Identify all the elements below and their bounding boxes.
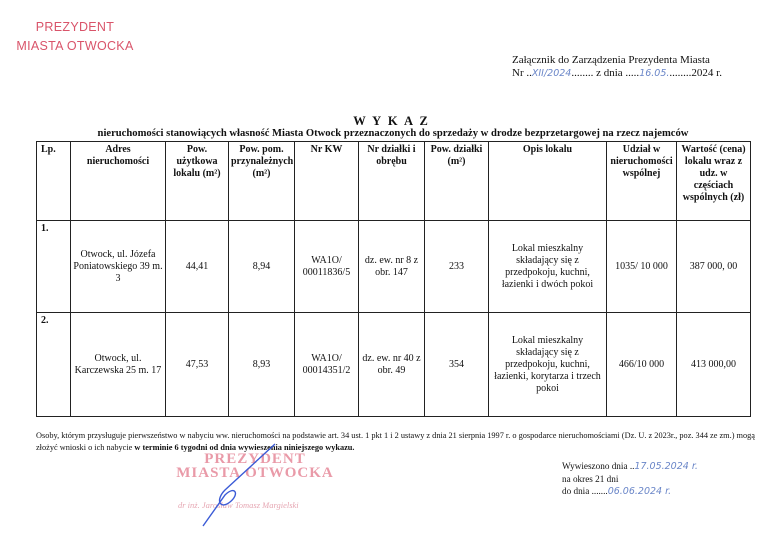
table-row (37, 313, 751, 417)
cell: Otwock, ul. Józefa Poniatowskiego 39 m. 3 (71, 221, 166, 313)
annex-reference (512, 54, 722, 80)
column-header: Adres nieruchomości (71, 142, 166, 221)
cell: 387 000, 00 (677, 221, 751, 313)
document-subtitle: nieruchomości stanowiących własność Miasta Otwock przeznaczonych do sprzedaży w drodze bezprzetargowej na rzecz najemców (97, 128, 689, 139)
cell: 8,93 (229, 313, 295, 417)
column-header: Wartość (cena) lokalu wraz z udz. w częściach wspólnych (zł) (677, 142, 751, 221)
handwritten-date: 17.05.2024 r. (634, 461, 698, 472)
stamp-line: MIASTA OTWOCKA (16, 39, 134, 53)
posting-info (562, 460, 698, 498)
column-header: Pow. użytkowa lokalu (m²) (166, 142, 229, 221)
cell: 466/10 000 (607, 313, 677, 417)
column-header: Lp. (37, 142, 71, 221)
label: ........2024 r. (669, 67, 722, 79)
column-header: Pow. działki (m²) (425, 142, 489, 221)
stamp-line: PREZYDENT (204, 451, 306, 467)
cell: 8,94 (229, 221, 295, 313)
stamp-line: PREZYDENT (35, 20, 115, 34)
handwritten-number: XII/2024 (531, 68, 572, 79)
cell: dz. ew. nr 8 z obr. 147 (359, 221, 425, 313)
column-header: Pow. pom. przynależnych (m²) (229, 142, 295, 221)
note-text: Osoby, którym przysługuje pierwszeństwo w nabyciu ww. nieruchomości na podstawie art. 34 ust. 1 pkt 1 i 2 ustawy z dnia 21 sierpnia 1997 r. o gospodarce nieruchomościami (Dz. U. z 2023r., poz. 344 ze zm.) mogą złożyć wnioski o ich nabycie (36, 431, 755, 452)
document-title: W Y K A Z (353, 114, 430, 128)
label: ........ z dnia ..... (571, 67, 640, 79)
handwritten-date: 16.05. (639, 68, 670, 79)
label: Wywieszono dnia .. (562, 461, 635, 471)
cell: WA1O/ 00014351/2 (295, 313, 359, 417)
cell: 1035/ 10 000 (607, 221, 677, 313)
table-header-row (37, 142, 751, 221)
signature (195, 440, 285, 530)
note-deadline: w terminie 6 tygodni od dnia wywieszenia niniejszego wykazu. (134, 443, 355, 452)
cell: dz. ew. nr 40 z obr. 49 (359, 313, 425, 417)
cell: 233 (425, 221, 489, 313)
label: Nr .. (512, 67, 532, 79)
cell: Lokal mieszkalny składający się z przedpokoju, kuchni, łazienki, korytarza i trzech pokoi (489, 313, 607, 417)
cell: 44,41 (166, 221, 229, 313)
cell: WA1O/ 00011836/5 (295, 221, 359, 313)
cell: 354 (425, 313, 489, 417)
table-row (37, 221, 751, 313)
priority-note (36, 430, 756, 454)
cell: Lokal mieszkalny składający się z przedpokoju, kuchni, łazienki i dwóch pokoi (489, 221, 607, 313)
stamp-line: MIASTA OTWOCKA (176, 465, 334, 481)
column-header: Opis lokalu (489, 142, 607, 221)
column-header: Udział w nieruchomości wspólnej (607, 142, 677, 221)
annex-number-line (512, 67, 722, 80)
posted-date-line (562, 460, 698, 473)
annex-line: Załącznik do Zarządzenia Prezydenta Miasta (512, 54, 710, 66)
cell: 413 000,00 (677, 313, 751, 417)
label: do dnia ....... (562, 486, 608, 496)
handwritten-date: 06.06.2024 r. (607, 486, 672, 497)
property-table (36, 141, 751, 417)
column-header: Nr działki i obrębu (359, 142, 425, 221)
until-date-line (562, 485, 698, 498)
mayor-header-stamp (10, 18, 140, 56)
cell: 1. (37, 221, 71, 313)
cell: 47,53 (166, 313, 229, 417)
period-label: na okres 21 dni (562, 474, 619, 484)
cell: 2. (37, 313, 71, 417)
column-header: Nr KW (295, 142, 359, 221)
stamp-signatory: dr inż. Jarosław Tomasz Margielski (178, 500, 299, 510)
cell: Otwock, ul. Karczewska 25 m. 17 (71, 313, 166, 417)
